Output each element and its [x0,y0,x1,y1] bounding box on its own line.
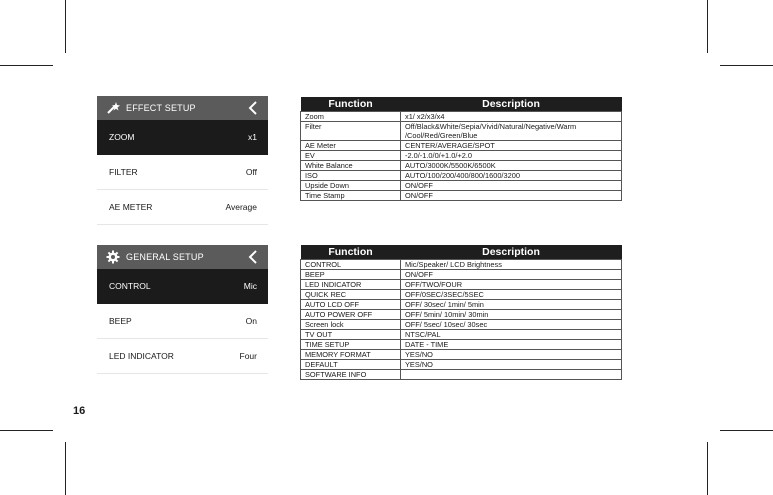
table-row [301,122,622,141]
function-cell: TV OUT [301,330,401,340]
function-cell: Time Stamp [301,191,401,201]
description-cell: x1/ x2/x3/x4 [401,112,622,122]
menu-row-ae-meter[interactable] [97,190,268,225]
table-row [301,310,622,320]
description-cell: NTSC/PAL [401,330,622,340]
description-cell: ON/OFF [401,181,622,191]
magic-wand-icon [106,101,120,115]
table-row [301,181,622,191]
description-cell: OFF/ 5min/ 10min/ 30min [401,310,622,320]
menu-row-value: Off [245,167,257,177]
function-cell: ISO [301,171,401,181]
effect-function-table [300,97,622,201]
description-cell: CENTER/AVERAGE/SPOT [401,141,622,151]
description-cell: AUTO/3000K/5500K/6500K [401,161,622,171]
table-row [301,280,622,290]
menu-row-label: ZOOM [109,132,135,142]
description-cell: Off/Black&White/Sepia/Vivid/Natural/Negative/Warm /Cool/Red/Green/Blue [401,122,622,141]
description-cell: OFF/ 5sec/ 10sec/ 30sec [401,320,622,330]
menu-row-beep[interactable] [97,304,268,339]
table-row [301,340,622,350]
back-chevron-icon[interactable] [247,100,259,116]
table-row [301,350,622,360]
function-cell: Screen lock [301,320,401,330]
crop-mark [707,0,708,53]
function-cell: CONTROL [301,260,401,270]
description-cell: AUTO/100/200/400/800/1600/3200 [401,171,622,181]
menu-row-value: Average [225,202,257,212]
effect-setup-header [97,96,268,120]
description-cell: -2.0/-1.0/0/+1.0/+2.0 [401,151,622,161]
menu-row-label: LED INDICATOR [109,351,174,361]
crop-mark [707,442,708,495]
general-function-table [300,245,622,380]
description-cell: YES/NO [401,350,622,360]
description-cell [401,370,622,380]
crop-mark [0,65,53,66]
table-row [301,370,622,380]
menu-row-filter[interactable] [97,155,268,190]
menu-row-value: Four [239,351,257,361]
function-cell: AUTO POWER OFF [301,310,401,320]
table-row [301,270,622,280]
crop-mark [65,0,66,53]
menu-row-label: AE METER [109,202,153,212]
menu-row-label: BEEP [109,316,132,326]
effect-setup-title: EFFECT SETUP [126,103,196,113]
menu-row-label: CONTROL [109,281,151,291]
table-row [301,260,622,270]
description-cell: ON/OFF [401,270,622,280]
column-header-description: Description [401,97,622,112]
function-cell: Upside Down [301,181,401,191]
menu-row-value: x1 [248,132,257,142]
description-cell: Mic/Speaker/ LCD Brightness [401,260,622,270]
menu-row-control[interactable] [97,269,268,304]
table-row [301,171,622,181]
table-row [301,320,622,330]
table-row [301,191,622,201]
table-row [301,360,622,370]
page-number: 16 [73,405,86,417]
description-cell: OFF/0SEC/3SEC/5SEC [401,290,622,300]
menu-row-led-indicator[interactable] [97,339,268,374]
table-row [301,161,622,171]
function-cell: AUTO LCD OFF [301,300,401,310]
function-cell: LED INDICATOR [301,280,401,290]
effect-setup-panel [97,96,268,225]
general-setup-panel [97,245,268,374]
description-cell: YES/NO [401,360,622,370]
function-cell: White Balance [301,161,401,171]
function-cell: TIME SETUP [301,340,401,350]
function-cell: Zoom [301,112,401,122]
description-cell: ON/OFF [401,191,622,201]
function-cell: EV [301,151,401,161]
crop-mark [65,442,66,495]
table-row [301,151,622,161]
table-row [301,290,622,300]
table-row [301,141,622,151]
table-row [301,112,622,122]
menu-row-value: Mic [243,281,257,291]
menu-row-value: On [245,316,257,326]
description-cell: OFF/TWO/FOUR [401,280,622,290]
column-header-function: Function [301,97,401,112]
table-header-row [301,97,622,112]
crop-mark [720,65,773,66]
function-cell: BEEP [301,270,401,280]
general-setup-header [97,245,268,269]
menu-row-label: FILTER [109,167,138,177]
description-cell: OFF/ 30sec/ 1min/ 5min [401,300,622,310]
function-cell: SOFTWARE INFO [301,370,401,380]
crop-mark [0,430,53,431]
function-cell: Filter [301,122,401,141]
back-chevron-icon[interactable] [247,249,259,265]
function-cell: QUICK REC [301,290,401,300]
crop-mark [720,430,773,431]
description-cell: DATE - TIME [401,340,622,350]
column-header-function: Function [301,245,401,260]
menu-row-zoom[interactable] [97,120,268,155]
gear-icon [106,250,120,264]
table-header-row [301,245,622,260]
table-row [301,330,622,340]
general-setup-title: GENERAL SETUP [126,252,204,262]
column-header-description: Description [401,245,622,260]
function-cell: DEFAULT [301,360,401,370]
function-cell: AE Meter [301,141,401,151]
table-row [301,300,622,310]
function-cell: MEMORY FORMAT [301,350,401,360]
